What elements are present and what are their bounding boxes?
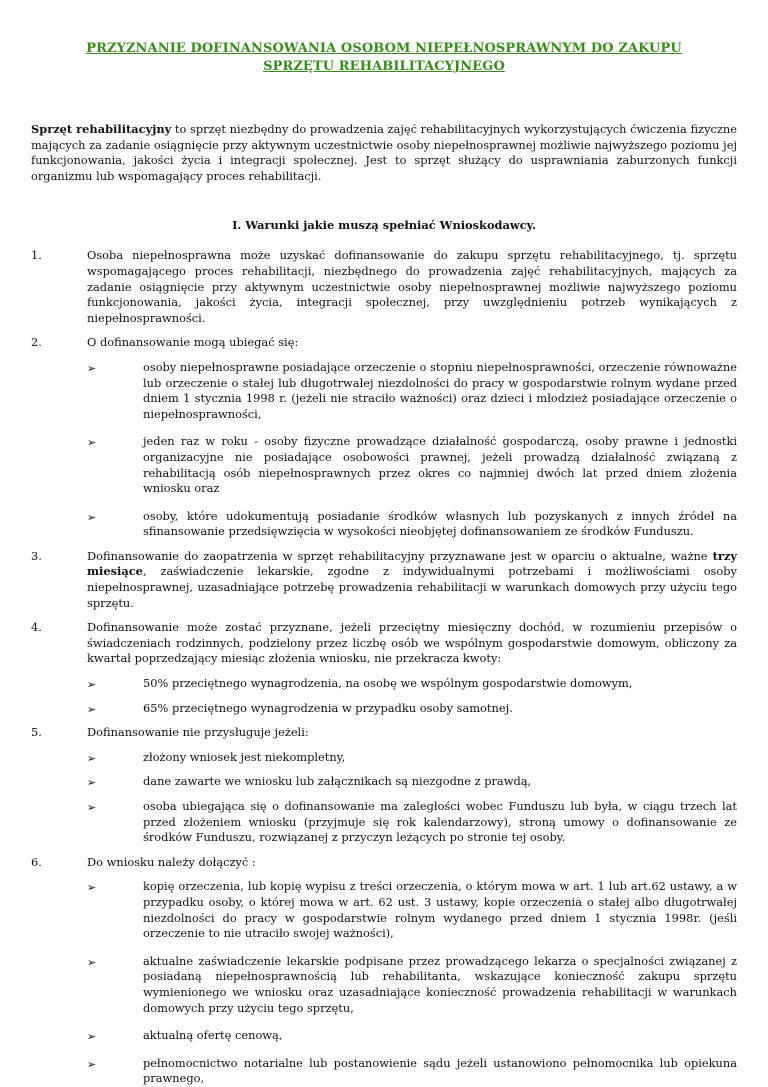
item-number: 4.: [31, 620, 42, 635]
bullet-item: [87, 434, 737, 496]
item-text: Osoba niepełnosprawna może uzyskać dofinansowanie do zakupu sprzętu rehabilitacyjnego, tj. sprzętu wspomagającego proces rehabilitacji, niezbędnego do prowadzenia zajęć rehabilitacyjnych, mających za zadanie osiągnięcie przy aktywnym uczestnictwie osoby niepełnosprawnej możliwie najwyższego poziomu funkcjonowania, jakości życia, integracji społecznej, przy uwzględnieniu potrzeb wynikających z niepełnosprawności.: [87, 248, 737, 325]
arrow-bullet-icon: ➢: [87, 751, 97, 765]
title-line-2: SPRZĘTU REHABILITACYJNEGO: [263, 59, 505, 74]
document-title: [31, 40, 737, 76]
item-text: Dofinansowanie może zostać przyznane, jeżeli przeciętny miesięczny dochód, w rozumieniu przepisów o świadczeniach rodzinnych, podzielony przez liczbę osób we wspólnym gospodarstwie domowym, obliczony za kwartał poprzedzający miesiąc złożenia wniosku, nie przekracza kwoty:: [87, 620, 737, 666]
bullet-item: [87, 509, 737, 540]
item-text-bold: trzy miesiące: [87, 548, 737, 579]
item-number: 3.: [31, 548, 42, 563]
item-number: 1.: [31, 248, 42, 263]
item-number: 2.: [31, 335, 42, 350]
bullet-item: [87, 750, 737, 766]
list-item-2: [31, 335, 737, 540]
arrow-bullet-icon: ➢: [87, 1030, 97, 1044]
bullet-item: [87, 774, 737, 790]
item-number: 6.: [31, 854, 42, 869]
bullet-item: [87, 954, 737, 1016]
arrow-bullet-icon: ➢: [87, 801, 97, 814]
bullet-item: [87, 701, 737, 717]
bullet-text: osoby, które udokumentują posiadanie środków własnych lub pozyskanych z innych źródeł na sfinansowanie przedsięwzięcia w wysokości nieobjętej dofinansowaniem ze środków Funduszu.: [143, 508, 737, 539]
bullet-text: 50% przeciętnego wynagrodzenia, na osobę we wspólnym gospodarstwie domowym,: [143, 676, 633, 691]
arrow-bullet-icon: ➢: [87, 1057, 97, 1071]
item-text-part: , zaświadczenie lekarskie, zgodne z indywidualnymi potrzebami i możliwościami osoby niepełnosprawnej, uzasadniające potrzebę prowadzenia rehabilitacji w warunkach domowych przy użyciu tego sprzętu.: [87, 564, 737, 610]
arrow-bullet-icon: ➢: [87, 881, 97, 895]
intro-text: to sprzęt niezbędny do prowadzenia zajęć rehabilitacyjnych wykorzystujących ćwiczenia fizyczne mających za zadanie osiągnięcie przy aktywnym uczestnictwie osoby niepełnosprawnej możliwie najwyższego poziomu jej funkcjonowania, jakości życia i integracji społecznej. Jest to sprzęt służący do usprawniania zaburzonych funkcji organizmu lub wspomagający proces rehabilitacji.: [31, 122, 737, 183]
document-page: [31, 40, 737, 1087]
bullet-text: aktualną ofertę cenową,: [143, 1028, 283, 1043]
bullet-text: jeden raz w roku - osoby fizyczne prowadzące działalność gospodarczą, osoby prawne i jednostki organizacyjne nie posiadające osobowości prawnej, jeżeli prowadzą działalność związaną z rehabilitacją osób niepełnosprawnych przez okres co najmniej dwóch lat przed dniem złożenia wniosku oraz: [143, 434, 737, 496]
bullet-text: osoby niepełnosprawne posiadające orzeczenie o stopniu niepełnosprawności, orzeczenie równoważne lub orzeczenie o stałej lub długotrwałej niezdolności do pracy w gospodarstwie rolnym wydane przed dniem 1 stycznia 1998 r. (jeżeli nie straciło ważności) oraz dzieci i młodzież posiadające orzeczenie o niepełnosprawności,: [143, 359, 737, 421]
list-item-6: [31, 855, 737, 1087]
bullet-item: [87, 1056, 737, 1087]
list-item-5: [31, 725, 737, 846]
item-text: O dofinansowanie mogą ubiegać się:: [87, 335, 299, 350]
bullet-item: [87, 1028, 737, 1044]
item-text-part: Dofinansowanie do zaopatrzenia w sprzęt rehabilitacyjny przyznawane jest w oparciu o aktualne, ważne: [87, 548, 713, 563]
bullet-text: osoba ubiegająca się o dofinansowanie ma zaległości wobec Funduszu lub była, w ciągu trzech lat przed złożeniem wniosku (przyjmuje się rok kalendarzowy), stroną umowy o dofinansowanie ze środków Funduszu, rozwiązanej z przyczyn leżących po stronie tej osoby.: [143, 799, 737, 845]
bullet-item: [87, 676, 737, 692]
arrow-bullet-icon: ➢: [87, 776, 97, 790]
arrow-bullet-icon: ➢: [87, 702, 97, 716]
item-text: Do wniosku należy dołączyć :: [87, 854, 256, 869]
section-heading: I. Warunki jakie muszą spełniać Wnioskodawcy.: [232, 218, 536, 233]
bullet-text: złożony wniosek jest niekompletny,: [143, 749, 346, 764]
bullet-text: 65% przeciętnego wynagrodzenia w przypadku osoby samotnej.: [143, 700, 513, 715]
list-item-3: [31, 549, 737, 611]
item-number: 5.: [31, 725, 42, 740]
bullet-text: aktualne zaświadczenie lekarskie podpisane przez prowadzącego lekarza o specjalności związanej z posiadaną niepełnosprawnością lub rehabilitanta, wskazujące konieczność zakupu sprzętu wymienionego we wniosku oraz uzasadniające konieczność prowadzenia rehabilitacji w warunkach domowych przy użyciu tego sprzętu,: [143, 953, 737, 1015]
bullet-text: pełnomocnictwo notarialne lub postanowienie sądu jeżeli ustanowiono pełnomocnika lub opiekuna prawnego,: [143, 1055, 737, 1086]
bullet-text: dane zawarte we wniosku lub załącznikach są niezgodne z prawdą,: [143, 774, 532, 789]
bullet-item: [87, 879, 737, 941]
arrow-bullet-icon: ➢: [87, 361, 97, 375]
intro-term: Sprzęt rehabilitacyjny: [31, 122, 172, 136]
title-line-1: PRZYZNANIE DOFINANSOWANIA OSOBOM NIEPEŁNOSPRAWNYM DO ZAKUPU: [86, 41, 682, 56]
list-item-1: [31, 248, 737, 326]
bullet-item: [87, 360, 737, 422]
arrow-bullet-icon: ➢: [87, 510, 97, 524]
arrow-bullet-icon: ➢: [87, 955, 97, 969]
arrow-bullet-icon: ➢: [87, 436, 97, 450]
arrow-bullet-icon: ➢: [87, 678, 97, 692]
item-text: Dofinansowanie nie przysługuje jeżeli:: [87, 725, 309, 740]
bullet-text: kopię orzeczenia, lub kopię wypisu z treści orzeczenia, o którym mowa w art. 1 lub art.62 ustawy, a w przypadku osoby, o której mowa w art. 62 ust. 3 ustawy, kopie orzeczenia o stałej albo długotrwałej niezdolności do pracy w gospodarstwie rolnym wydanego przed dniem 1 stycznia 1998r. (jeśli orzeczenie to nie utraciło swojej ważności),: [143, 879, 737, 941]
item-text: [87, 549, 737, 611]
list-item-4: [31, 620, 737, 716]
intro-paragraph: [31, 122, 737, 184]
bullet-item: [87, 799, 737, 846]
